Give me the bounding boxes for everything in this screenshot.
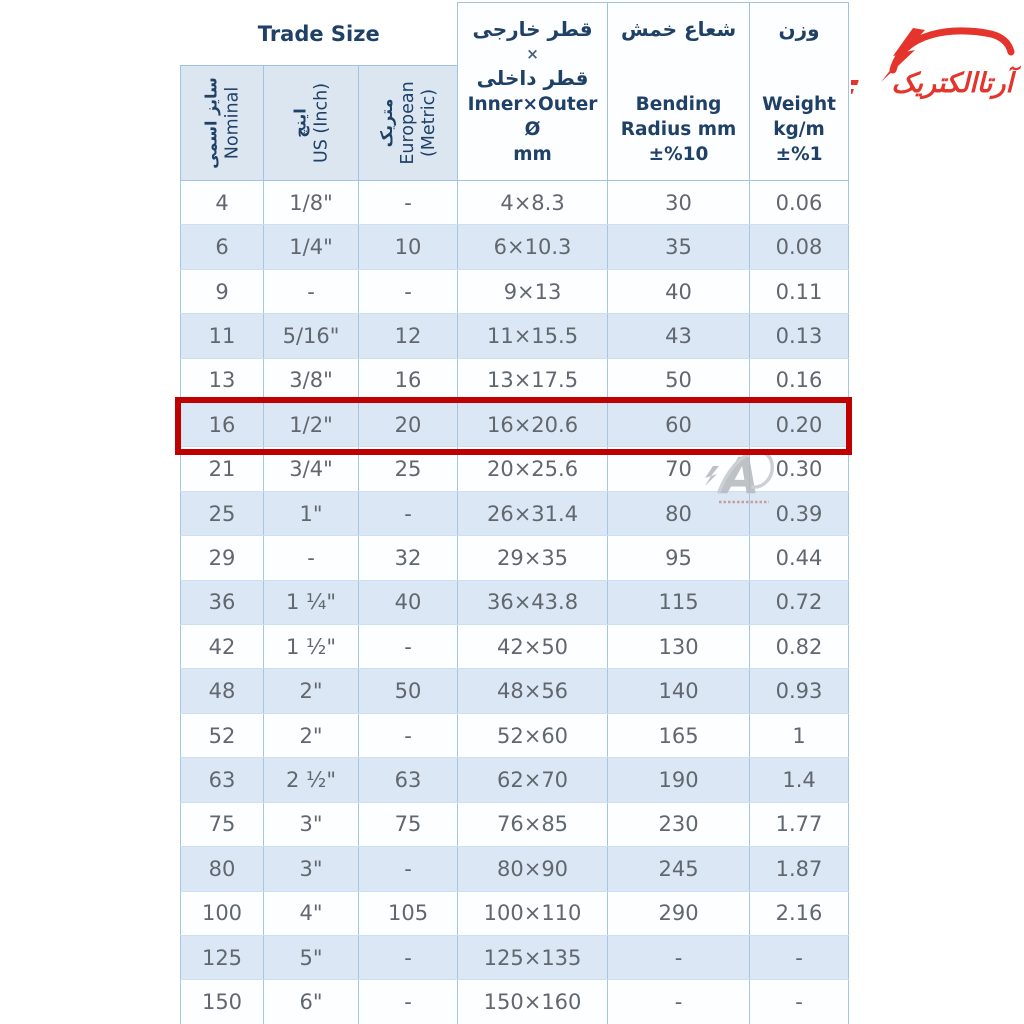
table-row	[181, 491, 849, 535]
table-cell: 0.44	[750, 536, 849, 580]
table-cell: 0.08	[750, 225, 849, 269]
table-cell: 2.16	[750, 891, 849, 935]
weight-en-block	[752, 93, 846, 168]
column-header-nominal	[181, 66, 264, 181]
bending-en-label-1: Bending	[635, 94, 722, 116]
diameter-fa-inner: قطر داخلی	[476, 66, 589, 90]
table-cell: 10	[359, 225, 458, 269]
table-cell: 125×135	[458, 935, 608, 979]
table-cell: 13	[181, 358, 264, 402]
table-cell: 0.16	[750, 358, 849, 402]
weight-tolerance: ±%1	[775, 144, 823, 166]
table-cell: -	[359, 491, 458, 535]
table-cell: 0.72	[750, 580, 849, 624]
table-cell: 95	[608, 536, 750, 580]
weight-fa-label: وزن	[778, 17, 820, 41]
table-cell: 26×31.4	[458, 491, 608, 535]
table-cell: 21	[181, 447, 264, 491]
table-cell: 42×50	[458, 625, 608, 669]
table-row	[181, 536, 849, 580]
table-cell: 75	[181, 802, 264, 846]
table-cell: 60	[608, 403, 750, 447]
table-cell: 3/4"	[264, 447, 359, 491]
table-row	[181, 580, 849, 624]
table-cell: 16×20.6	[458, 403, 608, 447]
table-cell: 50	[608, 358, 750, 402]
table-cell: 43	[608, 314, 750, 358]
table-cell: 13×17.5	[458, 358, 608, 402]
column-header-inch	[264, 66, 359, 181]
table-cell: 190	[608, 758, 750, 802]
table-cell: -	[608, 980, 750, 1024]
table-cell: 4×8.3	[458, 181, 608, 225]
table-cell: 0.20	[750, 403, 849, 447]
table-cell: 1.77	[750, 802, 849, 846]
table-cell: 9	[181, 269, 264, 313]
table-cell: -	[359, 935, 458, 979]
table-cell: 52×60	[458, 713, 608, 757]
table-cell: 0.30	[750, 447, 849, 491]
table-cell: 16	[359, 358, 458, 402]
inch-en-label: US (Inch)	[311, 82, 332, 164]
inch-fa-label: اینچ	[290, 108, 310, 138]
table-cell: 1	[750, 713, 849, 757]
nominal-fa-label: سایز اسمی	[201, 77, 221, 169]
table-cell: 0.39	[750, 491, 849, 535]
table-cell: 16	[181, 403, 264, 447]
table-cell: 48×56	[458, 669, 608, 713]
table-cell: 0.93	[750, 669, 849, 713]
diameter-en-block	[460, 93, 605, 168]
table-cell: 4"	[264, 891, 359, 935]
table-cell: 1/8"	[264, 181, 359, 225]
table-cell: 11×15.5	[458, 314, 608, 358]
table-cell: 130	[608, 625, 750, 669]
table-cell: 50	[359, 669, 458, 713]
nominal-en-label: Nominal	[222, 86, 243, 160]
multiply-sign: ×	[526, 45, 539, 63]
metric-en-label-1: European	[397, 81, 418, 165]
diameter-fa-outer: قطر خارجی	[472, 17, 593, 41]
metric-fa-label: متریک	[377, 98, 397, 148]
table-cell: -	[264, 536, 359, 580]
table-cell: 63	[181, 758, 264, 802]
table-cell: 2 ½"	[264, 758, 359, 802]
table-cell: 62×70	[458, 758, 608, 802]
table-cell: 25	[359, 447, 458, 491]
table-cell: -	[750, 980, 849, 1024]
table-cell: 25	[181, 491, 264, 535]
table-cell: 100	[181, 891, 264, 935]
brand-logo	[851, 24, 1017, 116]
table-cell: 2"	[264, 713, 359, 757]
table-cell: 165	[608, 713, 750, 757]
table-row	[181, 181, 849, 225]
table-cell: 32	[359, 536, 458, 580]
table-cell: 0.82	[750, 625, 849, 669]
table-row	[181, 713, 849, 757]
table-cell: 30	[608, 181, 750, 225]
table-cell: 80	[181, 847, 264, 891]
table-cell: 115	[608, 580, 750, 624]
table-cell: 4	[181, 181, 264, 225]
table-cell: -	[359, 181, 458, 225]
table-cell: 3/8"	[264, 358, 359, 402]
svg-text:A: A	[721, 447, 760, 505]
table-cell: 29	[181, 536, 264, 580]
table-cell: -	[750, 935, 849, 979]
table-cell: 0.06	[750, 181, 849, 225]
table-row	[181, 314, 849, 358]
trade-size-header: Trade Size	[181, 3, 458, 66]
table-cell: 9×13	[458, 269, 608, 313]
table-cell: -	[359, 713, 458, 757]
table-cell: -	[359, 847, 458, 891]
spec-table	[180, 2, 849, 1024]
table-cell: 1"	[264, 491, 359, 535]
table-row	[181, 225, 849, 269]
bending-tolerance: ±%10	[648, 144, 709, 166]
diameter-en-label: Inner×Outer Ø	[467, 94, 598, 141]
table-cell: 40	[359, 580, 458, 624]
table-cell: 75	[359, 802, 458, 846]
table-cell: 29×35	[458, 536, 608, 580]
table-cell: 70	[608, 447, 750, 491]
table-row	[181, 935, 849, 979]
table-cell: 5"	[264, 935, 359, 979]
table-row	[181, 802, 849, 846]
table-cell: 63	[359, 758, 458, 802]
table-cell: 48	[181, 669, 264, 713]
diameter-unit: mm	[513, 144, 552, 166]
table-row	[181, 980, 849, 1024]
table-cell: -	[359, 980, 458, 1024]
table-cell: 12	[359, 314, 458, 358]
table-row	[181, 269, 849, 313]
table-cell: 6	[181, 225, 264, 269]
table-cell: 1 ½"	[264, 625, 359, 669]
table-cell: 125	[181, 935, 264, 979]
table-body	[181, 181, 849, 1024]
table-row	[181, 891, 849, 935]
table-cell: 20	[359, 403, 458, 447]
table-cell: 11	[181, 314, 264, 358]
table-cell: 1.87	[750, 847, 849, 891]
weight-en-label: Weight	[762, 94, 836, 116]
table-cell: 35	[608, 225, 750, 269]
table-cell: -	[608, 935, 750, 979]
table-row	[181, 447, 849, 491]
metric-en-label-2: (Metric)	[418, 88, 439, 158]
table-cell: 150	[181, 980, 264, 1024]
table-cell: 1.4	[750, 758, 849, 802]
table-cell: 76×85	[458, 802, 608, 846]
table-cell: 3"	[264, 847, 359, 891]
table-cell: 1/2"	[264, 403, 359, 447]
column-header-diameter	[458, 3, 608, 181]
bending-fa-label: شعاع خمش	[620, 17, 737, 41]
table-cell: 140	[608, 669, 750, 713]
table-cell: 42	[181, 625, 264, 669]
table-cell: 245	[608, 847, 750, 891]
table-cell: 100×110	[458, 891, 608, 935]
table-cell: 36	[181, 580, 264, 624]
table-cell: 2"	[264, 669, 359, 713]
table-cell: -	[359, 625, 458, 669]
table-cell: 20×25.6	[458, 447, 608, 491]
table-cell: 0.13	[750, 314, 849, 358]
table-cell: 6"	[264, 980, 359, 1024]
table-cell: 6×10.3	[458, 225, 608, 269]
table-row	[181, 758, 849, 802]
table-row	[181, 625, 849, 669]
table-cell: 80	[608, 491, 750, 535]
table-cell: 290	[608, 891, 750, 935]
table-cell: 80×90	[458, 847, 608, 891]
table-row	[181, 358, 849, 402]
bending-en-block	[610, 93, 747, 168]
table-cell: -	[359, 269, 458, 313]
table-row	[181, 847, 849, 891]
table-cell: 0.11	[750, 269, 849, 313]
weight-unit: kg/m	[773, 119, 825, 141]
table-header	[181, 3, 849, 181]
table-cell: 40	[608, 269, 750, 313]
table-cell: 3"	[264, 802, 359, 846]
table-cell: -	[264, 269, 359, 313]
table-cell: 52	[181, 713, 264, 757]
column-header-weight	[750, 3, 849, 181]
table-cell: 36×43.8	[458, 580, 608, 624]
table-row	[181, 669, 849, 713]
column-header-bending	[608, 3, 750, 181]
table-cell: 150×160	[458, 980, 608, 1024]
column-header-metric	[359, 66, 458, 181]
bending-en-label-2: Radius mm	[620, 119, 737, 141]
table-cell: 1/4"	[264, 225, 359, 269]
table-cell: 5/16"	[264, 314, 359, 358]
table-row-highlighted	[181, 403, 849, 447]
diameter-fa-block	[460, 17, 605, 91]
table-cell: 230	[608, 802, 750, 846]
table-cell: 105	[359, 891, 458, 935]
logo-text: آرتاالکتریک	[891, 68, 1013, 99]
table-cell: 1 ¼"	[264, 580, 359, 624]
